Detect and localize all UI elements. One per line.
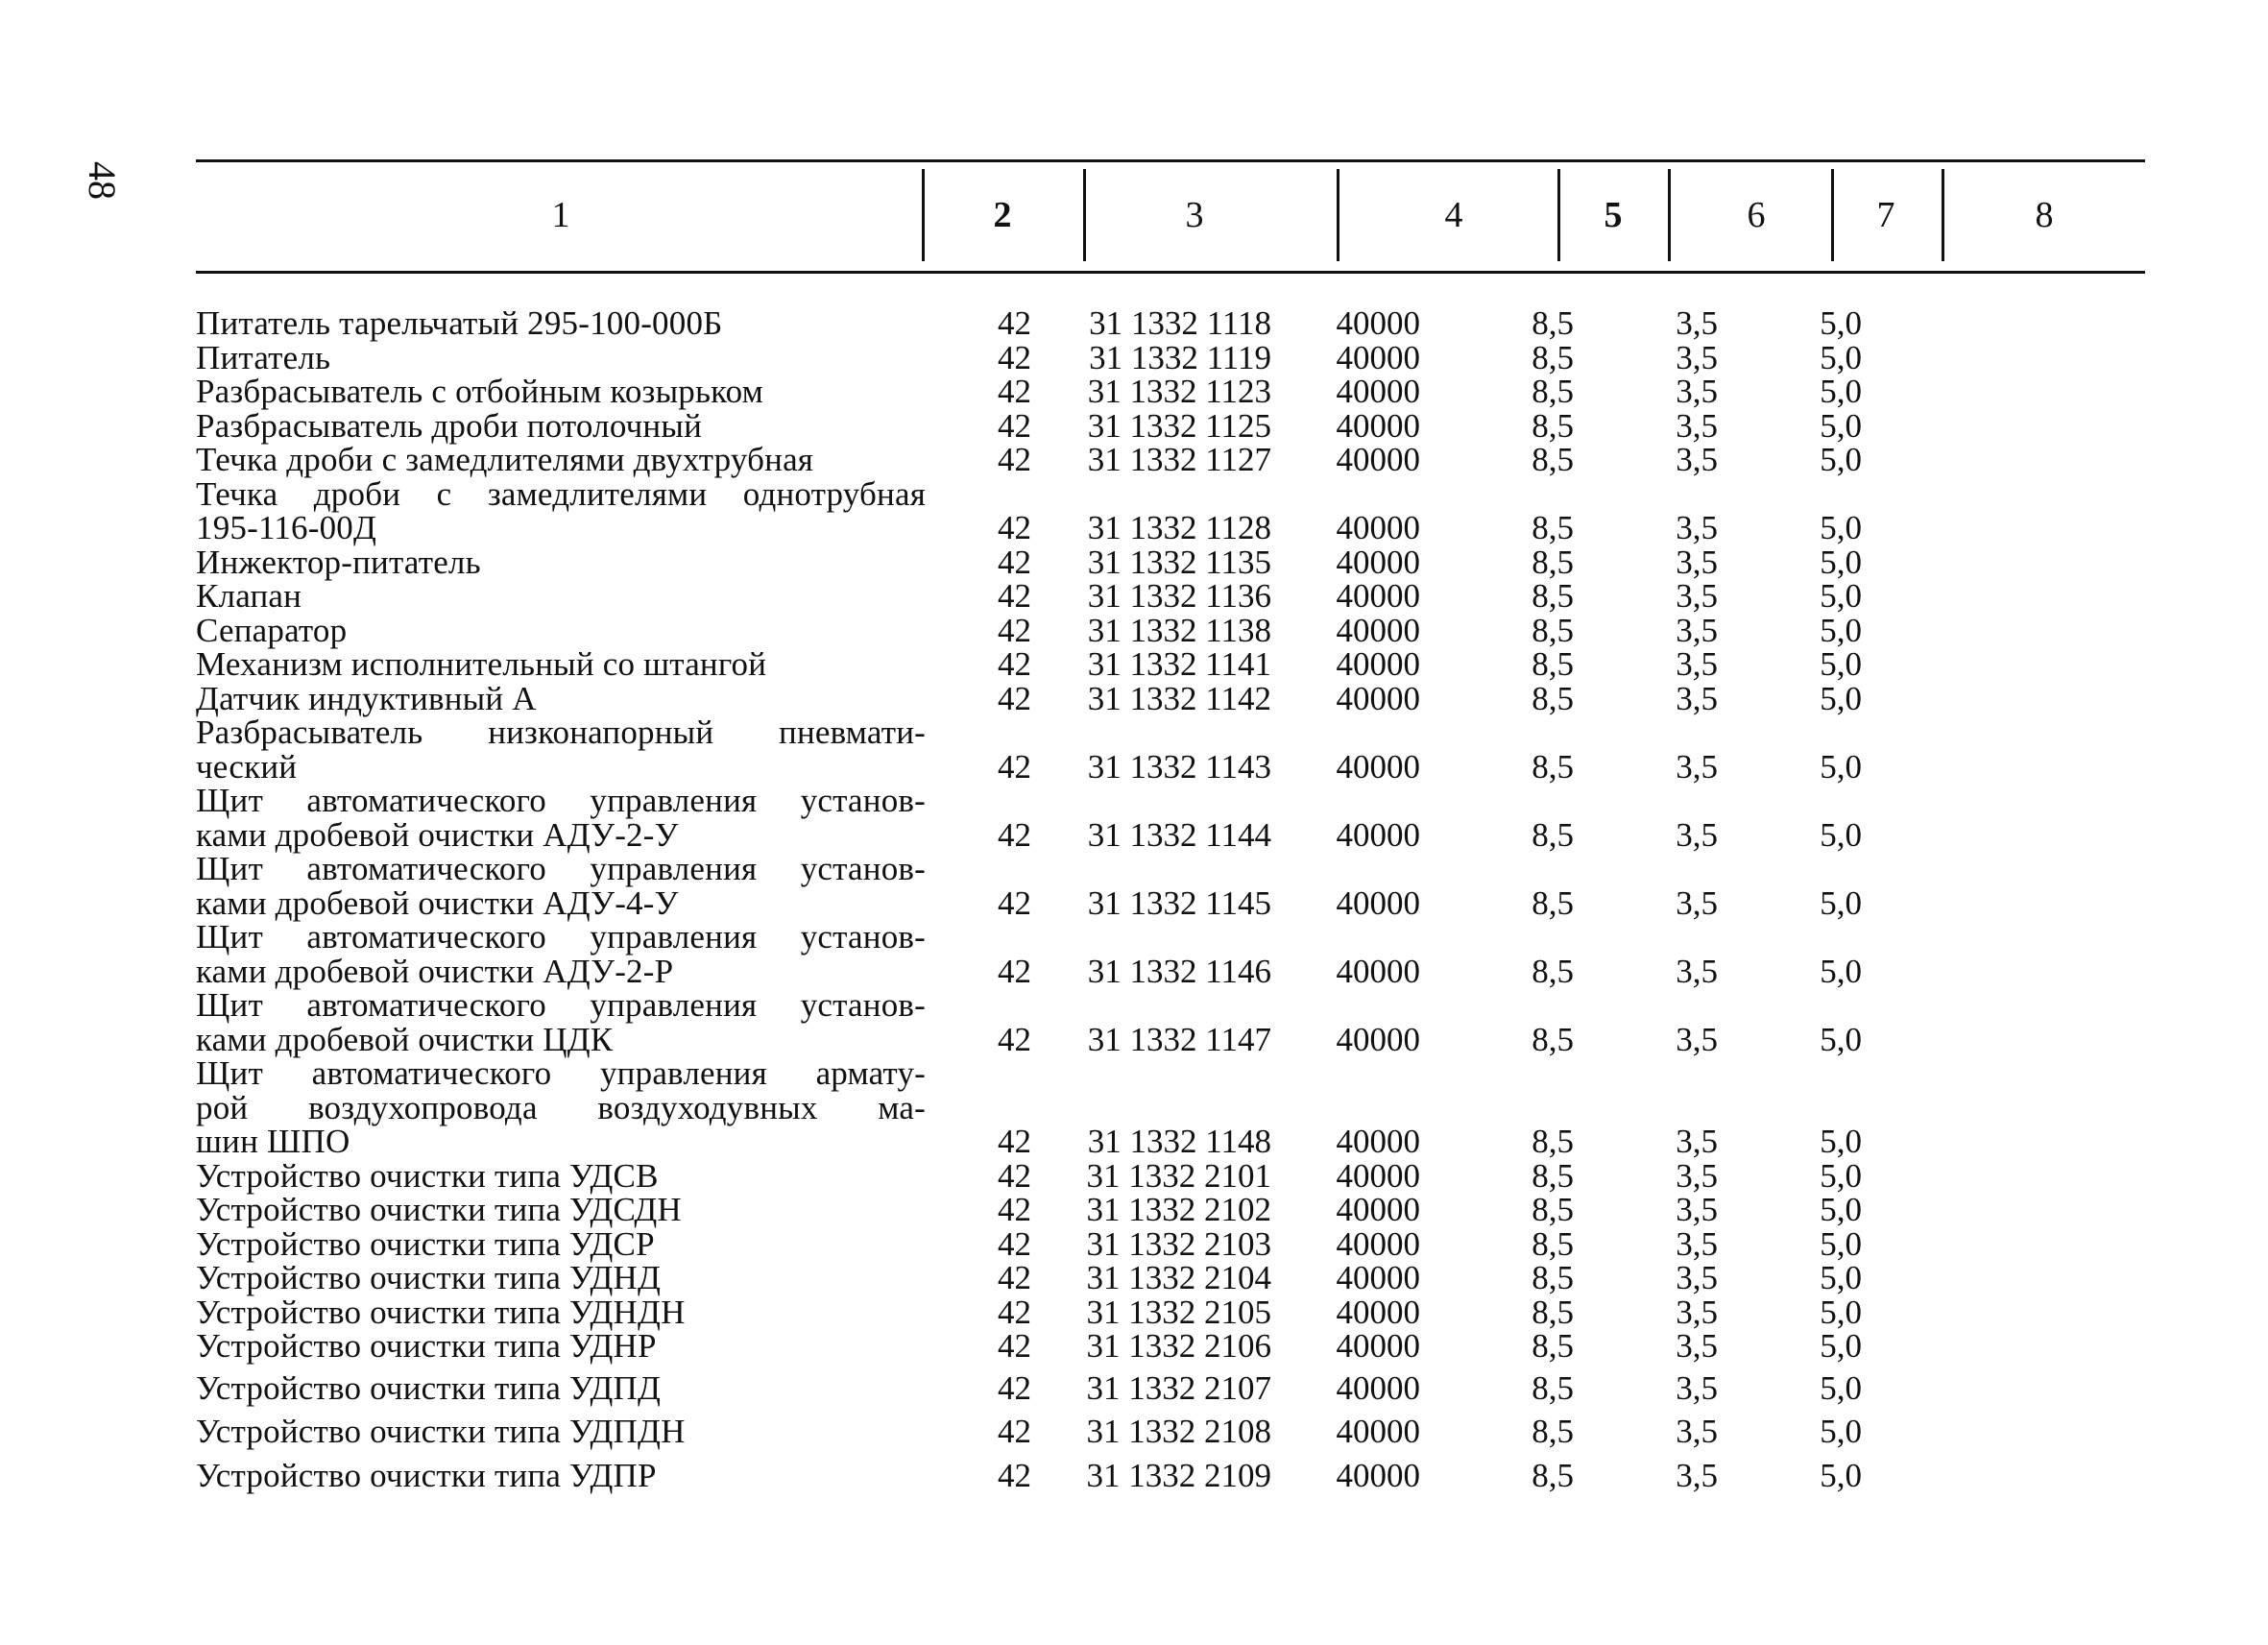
cell-c2: 42 — [998, 1368, 1031, 1407]
column-divider — [1668, 169, 1671, 261]
cell-c7: 5,0 — [1820, 373, 1862, 410]
cell-c6: 3,5 — [1676, 679, 1718, 717]
header-col-2: 2 — [993, 195, 1012, 235]
cell-c2: 42 — [998, 815, 1031, 854]
cell-c6: 3,5 — [1676, 1413, 1718, 1450]
cell-c2: 42 — [998, 611, 1031, 649]
cell-c7: 5,0 — [1820, 611, 1862, 649]
cell-c2: 42 — [998, 406, 1031, 445]
cell-c7: 5,0 — [1820, 1123, 1862, 1160]
cell-c2: 42 — [998, 679, 1031, 717]
table-row — [196, 647, 2145, 682]
cell-c7: 5,0 — [1820, 543, 1862, 581]
cell-c7: 5,0 — [1820, 1020, 1862, 1058]
item-name-line: ческий — [196, 747, 298, 786]
cell-c5: 8,5 — [1532, 1456, 1574, 1494]
cell-c7: 5,0 — [1820, 1259, 1862, 1296]
cell-c5: 8,5 — [1532, 1259, 1574, 1296]
item-name-line: Устройство очистки типа УДПР — [196, 1456, 657, 1494]
cell-c4: 40000 — [1336, 338, 1420, 376]
cell-c7: 5,0 — [1820, 645, 1862, 683]
item-name-line: Датчик индуктивный А — [196, 679, 537, 717]
cell-c4: 40000 — [1336, 406, 1420, 445]
cell-c4: 40000 — [1336, 645, 1420, 683]
table-row — [196, 1295, 2145, 1330]
cell-c6: 3,5 — [1676, 1327, 1718, 1365]
item-name-line: Устройство очистки типа УДСР — [196, 1224, 655, 1263]
item-name-line: ками дробевой очистки АДУ-2-У — [196, 815, 679, 854]
table-row — [196, 1415, 2145, 1449]
table-row — [196, 988, 2145, 1056]
item-name — [196, 1056, 926, 1159]
cell-c6: 3,5 — [1676, 645, 1718, 683]
cell-c5: 8,5 — [1532, 815, 1574, 854]
table-body — [196, 306, 2145, 1492]
cell-c5: 8,5 — [1532, 1327, 1574, 1365]
cell-c3: 31 1332 2103 — [1086, 1224, 1271, 1263]
cell-c6: 3,5 — [1676, 406, 1718, 445]
item-name — [196, 1261, 926, 1295]
cell-c6: 3,5 — [1676, 952, 1718, 990]
item-name-line: Разбрасыватель с отбойным козырьком — [196, 373, 763, 410]
cell-c2: 42 — [998, 509, 1031, 546]
table-row — [196, 375, 2145, 409]
item-name — [196, 920, 926, 988]
cell-c6: 3,5 — [1676, 1259, 1718, 1296]
cell-c7: 5,0 — [1820, 1413, 1862, 1450]
cell-c2: 42 — [998, 577, 1031, 615]
cell-c6: 3,5 — [1676, 611, 1718, 649]
cell-c6: 3,5 — [1676, 1293, 1718, 1331]
cell-c3: 31 1332 1143 — [1087, 747, 1271, 786]
item-name — [196, 406, 926, 445]
cell-c5: 8,5 — [1532, 441, 1574, 478]
item-name — [196, 375, 926, 409]
cell-c7: 5,0 — [1820, 1456, 1862, 1494]
cell-c4: 40000 — [1336, 304, 1420, 342]
cell-c4: 40000 — [1336, 577, 1420, 615]
item-name — [196, 784, 926, 852]
header-col-3: 3 — [1185, 195, 1204, 235]
header-col-1: 1 — [551, 195, 570, 235]
cell-c5: 8,5 — [1532, 338, 1574, 376]
table-header-rule — [196, 271, 2145, 274]
cell-c3: 31 1332 2104 — [1086, 1259, 1271, 1296]
cell-c4: 40000 — [1336, 1368, 1420, 1407]
cell-c4: 40000 — [1336, 1224, 1420, 1263]
cell-c3: 31 1332 1142 — [1087, 679, 1271, 717]
table-row — [196, 338, 2145, 376]
cell-c6: 3,5 — [1676, 883, 1718, 922]
cell-c4: 40000 — [1336, 1259, 1420, 1296]
cell-c7: 5,0 — [1820, 815, 1862, 854]
cell-c7: 5,0 — [1820, 1224, 1862, 1263]
item-name-line: Устройство очистки типа УДНР — [196, 1327, 657, 1365]
item-name-line: Устройство очистки типа УДПД — [196, 1368, 662, 1407]
item-name-line: Течка дроби с замедлителями однотрубная — [196, 474, 926, 513]
cell-c2: 42 — [998, 1191, 1031, 1228]
cell-c3: 31 1332 1118 — [1089, 304, 1271, 342]
item-name — [196, 647, 926, 682]
cell-c6: 3,5 — [1676, 747, 1718, 786]
cell-c6: 3,5 — [1676, 373, 1718, 410]
table-row — [196, 715, 2145, 784]
cell-c5: 8,5 — [1532, 1020, 1574, 1058]
cell-c4: 40000 — [1336, 373, 1420, 410]
item-name-line: Инжектор-питатель — [196, 543, 481, 581]
item-name-line: рой воздухопровода воздуходувных ма- — [196, 1088, 926, 1126]
table-row — [196, 1456, 2145, 1494]
cell-c6: 3,5 — [1676, 338, 1718, 376]
cell-c5: 8,5 — [1532, 1224, 1574, 1263]
table-row — [196, 443, 2145, 477]
header-col-7: 7 — [1876, 195, 1895, 235]
cell-c5: 8,5 — [1532, 1123, 1574, 1160]
cell-c6: 3,5 — [1676, 1368, 1718, 1407]
cell-c5: 8,5 — [1532, 304, 1574, 342]
cell-c2: 42 — [998, 304, 1031, 342]
cell-c4: 40000 — [1336, 543, 1420, 581]
cell-c7: 5,0 — [1820, 952, 1862, 990]
cell-c7: 5,0 — [1820, 1293, 1862, 1331]
cell-c6: 3,5 — [1676, 1456, 1718, 1494]
item-name-line: Клапан — [196, 577, 302, 615]
item-name-line: Щит автоматического управления установ- — [196, 986, 926, 1024]
cell-c3: 31 1332 2102 — [1086, 1191, 1271, 1228]
cell-c3: 31 1332 2108 — [1086, 1413, 1271, 1450]
cell-c3: 31 1332 2106 — [1086, 1327, 1271, 1365]
table-row — [196, 1193, 2145, 1227]
cell-c6: 3,5 — [1676, 1156, 1718, 1195]
cell-c3: 31 1332 1128 — [1087, 509, 1271, 546]
cell-c5: 8,5 — [1532, 952, 1574, 990]
table-row — [196, 1368, 2145, 1407]
cell-c3: 31 1332 1147 — [1087, 1020, 1271, 1058]
item-name-line: Сепаратор — [196, 611, 348, 649]
cell-c3: 31 1332 1123 — [1087, 373, 1271, 410]
item-name — [196, 852, 926, 920]
item-name-line: ками дробевой очистки АДУ-2-Р — [196, 952, 674, 990]
item-name-line: 195-116-00Д — [196, 509, 377, 546]
cell-c4: 40000 — [1336, 952, 1420, 990]
cell-c4: 40000 — [1336, 1191, 1420, 1228]
item-name — [196, 1329, 926, 1364]
item-name — [196, 1295, 926, 1330]
cell-c5: 8,5 — [1532, 679, 1574, 717]
cell-c2: 42 — [998, 1224, 1031, 1263]
table-row — [196, 611, 2145, 649]
table-row — [196, 679, 2145, 717]
cell-c3: 31 1332 1146 — [1087, 952, 1271, 990]
item-name-line: Устройство очистки типа УДПДН — [196, 1413, 686, 1450]
cell-c3: 31 1332 1141 — [1087, 645, 1271, 683]
item-name — [196, 306, 926, 341]
cell-c7: 5,0 — [1820, 679, 1862, 717]
item-name-line: Щит автоматического управления установ- — [196, 918, 926, 956]
column-divider — [1083, 169, 1086, 261]
cell-c2: 42 — [998, 373, 1031, 410]
cell-c4: 40000 — [1336, 1020, 1420, 1058]
item-name — [196, 1193, 926, 1227]
cell-c5: 8,5 — [1532, 645, 1574, 683]
cell-c7: 5,0 — [1820, 406, 1862, 445]
item-name-line: Щит автоматического управления установ- — [196, 782, 926, 819]
cell-c7: 5,0 — [1820, 883, 1862, 922]
item-name-line: Устройство очистки типа УДНДН — [196, 1293, 686, 1331]
cell-c5: 8,5 — [1532, 1156, 1574, 1195]
cell-c4: 40000 — [1336, 441, 1420, 478]
cell-c2: 42 — [998, 441, 1031, 478]
page-number: 48 — [81, 161, 124, 200]
item-name-line: ками дробевой очистки ЦДК — [196, 1020, 614, 1058]
table-row — [196, 306, 2145, 341]
item-name-line: Устройство очистки типа УДСВ — [196, 1156, 659, 1195]
item-name — [196, 611, 926, 649]
item-name — [196, 579, 926, 614]
cell-c7: 5,0 — [1820, 1191, 1862, 1228]
cell-c6: 3,5 — [1676, 815, 1718, 854]
cell-c4: 40000 — [1336, 1156, 1420, 1195]
item-name — [196, 338, 926, 376]
cell-c4: 40000 — [1336, 509, 1420, 546]
cell-c7: 5,0 — [1820, 304, 1862, 342]
cell-c3: 31 1332 1119 — [1089, 338, 1271, 376]
cell-c4: 40000 — [1336, 747, 1420, 786]
cell-c5: 8,5 — [1532, 509, 1574, 546]
item-name-line: Питатель — [196, 338, 331, 376]
cell-c4: 40000 — [1336, 679, 1420, 717]
cell-c4: 40000 — [1336, 883, 1420, 922]
cell-c6: 3,5 — [1676, 1191, 1718, 1228]
column-divider — [1337, 169, 1339, 261]
cell-c4: 40000 — [1336, 1293, 1420, 1331]
cell-c2: 42 — [998, 645, 1031, 683]
item-name-line: Течка дроби с замедлителями двухтрубная — [196, 441, 814, 478]
table-row — [196, 1261, 2145, 1295]
item-name-line: Устройство очистки типа УДНД — [196, 1259, 662, 1296]
cell-c6: 3,5 — [1676, 1020, 1718, 1058]
cell-c5: 8,5 — [1532, 577, 1574, 615]
cell-c2: 42 — [998, 952, 1031, 990]
table-row — [196, 784, 2145, 852]
cell-c7: 5,0 — [1820, 338, 1862, 376]
cell-c3: 31 1332 2101 — [1086, 1156, 1271, 1195]
cell-c4: 40000 — [1336, 815, 1420, 854]
cell-c3: 31 1332 1136 — [1087, 577, 1271, 615]
table-top-rule — [196, 159, 2145, 162]
cell-c5: 8,5 — [1532, 1191, 1574, 1228]
cell-c3: 31 1332 1127 — [1087, 441, 1271, 478]
header-col-6: 6 — [1747, 195, 1766, 235]
table-row — [196, 920, 2145, 988]
cell-c6: 3,5 — [1676, 1123, 1718, 1160]
cell-c3: 31 1332 1125 — [1087, 406, 1271, 445]
cell-c7: 5,0 — [1820, 747, 1862, 786]
column-divider — [1942, 169, 1944, 261]
table-row — [196, 545, 2145, 580]
cell-c3: 31 1332 2107 — [1086, 1368, 1271, 1407]
cell-c2: 42 — [998, 1123, 1031, 1160]
cell-c7: 5,0 — [1820, 509, 1862, 546]
item-name — [196, 1456, 926, 1494]
item-name-line: шин ШПО — [196, 1123, 350, 1160]
cell-c3: 31 1332 1144 — [1087, 815, 1271, 854]
cell-c2: 42 — [998, 1156, 1031, 1195]
cell-c5: 8,5 — [1532, 611, 1574, 649]
cell-c6: 3,5 — [1676, 441, 1718, 478]
item-name — [196, 1368, 926, 1407]
table-row — [196, 1056, 2145, 1159]
item-name-line: Разбрасыватель низконапорный пневмати- — [196, 714, 926, 751]
cell-c7: 5,0 — [1820, 577, 1862, 615]
cell-c2: 42 — [998, 883, 1031, 922]
cell-c6: 3,5 — [1676, 509, 1718, 546]
item-name — [196, 1224, 926, 1263]
cell-c6: 3,5 — [1676, 577, 1718, 615]
table-row — [196, 1224, 2145, 1263]
item-name-line: Щит автоматического управления армату- — [196, 1054, 926, 1092]
item-name — [196, 545, 926, 580]
cell-c4: 40000 — [1336, 1123, 1420, 1160]
cell-c4: 40000 — [1336, 611, 1420, 649]
header-col-8: 8 — [2035, 195, 2054, 235]
cell-c5: 8,5 — [1532, 883, 1574, 922]
item-name — [196, 443, 926, 477]
cell-c5: 8,5 — [1532, 1293, 1574, 1331]
column-divider — [1831, 169, 1834, 261]
item-name-line: Разбрасыватель дроби потолочный — [196, 406, 702, 445]
cell-c4: 40000 — [1336, 1456, 1420, 1494]
cell-c2: 42 — [998, 1456, 1031, 1494]
cell-c2: 42 — [998, 543, 1031, 581]
cell-c2: 42 — [998, 1020, 1031, 1058]
item-name — [196, 474, 926, 546]
cell-c2: 42 — [998, 747, 1031, 786]
cell-c6: 3,5 — [1676, 1224, 1718, 1263]
table-row — [196, 474, 2145, 546]
cell-c7: 5,0 — [1820, 441, 1862, 478]
item-name-line: Питатель тарельчатый 295-100-000Б — [196, 304, 723, 342]
column-divider — [1557, 169, 1560, 261]
cell-c3: 31 1332 1148 — [1087, 1123, 1271, 1160]
item-name-line: Механизм исполнительный со штангой — [196, 645, 767, 683]
item-name — [196, 679, 926, 717]
cell-c4: 40000 — [1336, 1327, 1420, 1365]
cell-c3: 31 1332 1138 — [1087, 611, 1271, 649]
cell-c2: 42 — [998, 1293, 1031, 1331]
cell-c2: 42 — [998, 338, 1031, 376]
table-row — [196, 1329, 2145, 1364]
cell-c7: 5,0 — [1820, 1368, 1862, 1407]
cell-c3: 31 1332 1145 — [1087, 883, 1271, 922]
item-name — [196, 1415, 926, 1449]
cell-c6: 3,5 — [1676, 543, 1718, 581]
header-col-4: 4 — [1444, 195, 1463, 235]
cell-c7: 5,0 — [1820, 1156, 1862, 1195]
item-name-line: Щит автоматического управления установ- — [196, 850, 926, 887]
table-row — [196, 1156, 2145, 1195]
header-col-5: 5 — [1604, 195, 1623, 235]
cell-c5: 8,5 — [1532, 373, 1574, 410]
cell-c5: 8,5 — [1532, 1368, 1574, 1407]
cell-c2: 42 — [998, 1413, 1031, 1450]
cell-c3: 31 1332 2109 — [1086, 1456, 1271, 1494]
cell-c3: 31 1332 2105 — [1086, 1293, 1271, 1331]
cell-c5: 8,5 — [1532, 406, 1574, 445]
table-row — [196, 579, 2145, 614]
table-row — [196, 852, 2145, 920]
cell-c3: 31 1332 1135 — [1087, 543, 1271, 581]
cell-c5: 8,5 — [1532, 543, 1574, 581]
cell-c7: 5,0 — [1820, 1327, 1862, 1365]
item-name — [196, 988, 926, 1056]
column-divider — [922, 169, 925, 261]
cell-c5: 8,5 — [1532, 1413, 1574, 1450]
cell-c5: 8,5 — [1532, 747, 1574, 786]
cell-c4: 40000 — [1336, 1413, 1420, 1450]
cell-c6: 3,5 — [1676, 304, 1718, 342]
table-row — [196, 406, 2145, 445]
item-name-line: Устройство очистки типа УДСДН — [196, 1191, 682, 1228]
item-name-line: ками дробевой очистки АДУ-4-У — [196, 883, 679, 922]
item-name — [196, 1156, 926, 1195]
cell-c2: 42 — [998, 1259, 1031, 1296]
cell-c2: 42 — [998, 1327, 1031, 1365]
item-name — [196, 715, 926, 784]
